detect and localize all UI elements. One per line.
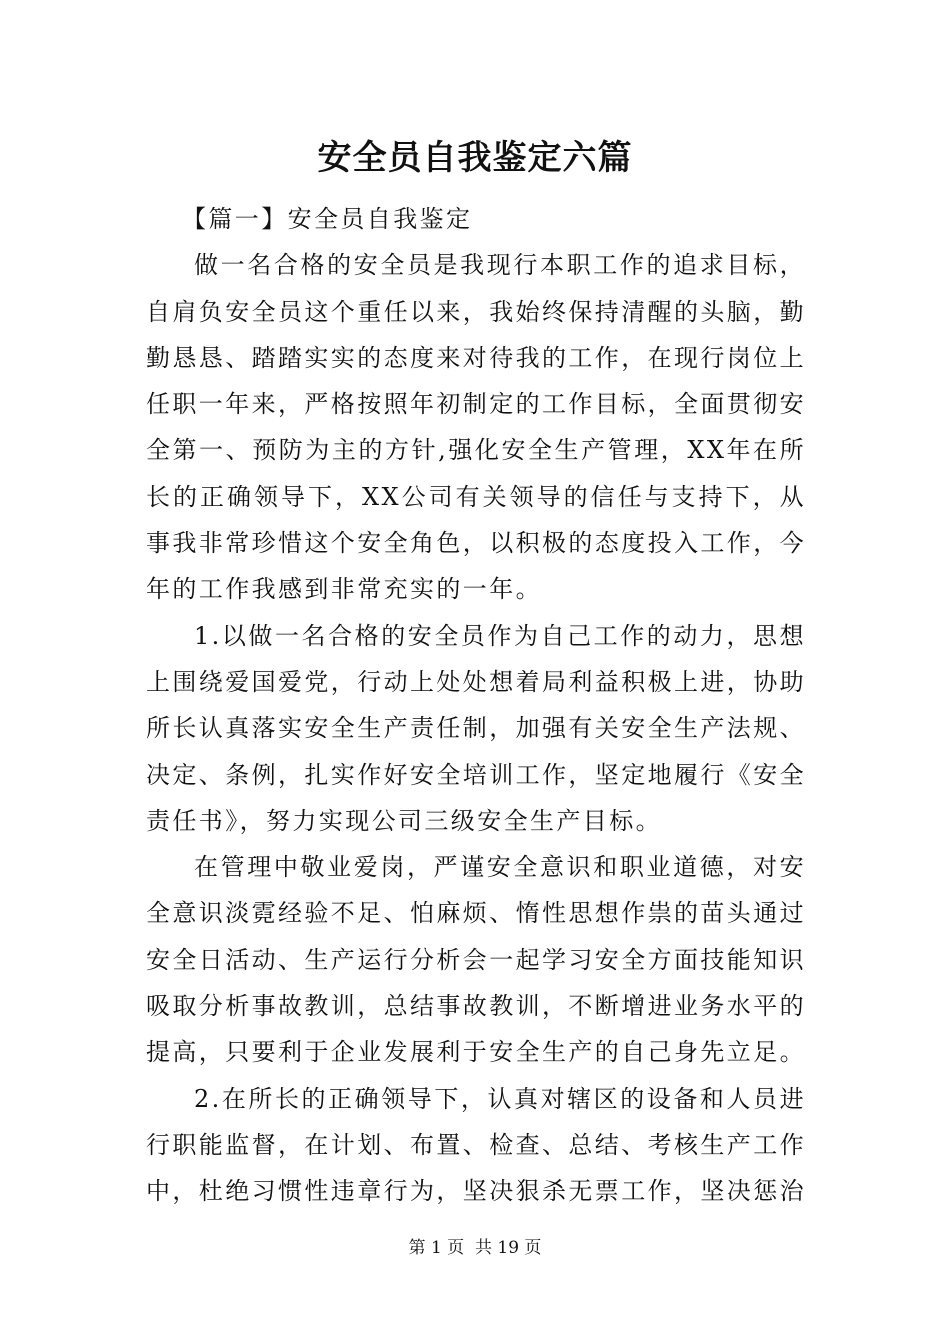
- paragraph-3: 在管理中敬业爱岗，严谨安全意识和职业道德，对安全意识淡霓经验不足、怕麻烦、惰性思想作祟的苗头通过安全日活动、生产运行分析会一起学习安全方面技能知识吸取分析事故教训，总结事故教训，不断增进业务水平的提高，只要利于企业发展利于安全生产的自己身先立足。: [146, 853, 806, 1067]
- page-footer: [0, 1236, 950, 1260]
- document-title: 安全员自我鉴定六篇: [317, 138, 633, 178]
- document-body: [146, 196, 806, 1215]
- page-total: 共 19 页: [474, 1238, 542, 1258]
- paragraph-1: 做一名合格的安全员是我现行本职工作的追求目标，自肩负安全员这个重任以来，我始终保持清醒的头脑，勤勤恳恳、踏踏实实的态度来对待我的工作，在现行岗位上任职一年来，严格按照年初制定的工作目标，全面贯彻安全第一、预防为主的方针,强化安全生产管理，XX年在所长的正确领导下，XX公司有关领导的信任与支持下，从事我非常珍惜这个安全角色，以积极的态度投入工作，今年的工作我感到非常充实的一年。: [146, 251, 806, 604]
- section-heading: 【篇一】安全员自我鉴定: [182, 205, 473, 233]
- paragraph-4: 2.在所长的正确领导下，认真对辖区的设备和人员进行职能监督，在计划、布置、检查、总结、考核生产工作中，杜绝习惯性违章行为，坚决狠杀无票工作，坚决惩治: [146, 1084, 806, 1206]
- page-number: 第 1 页: [408, 1238, 465, 1258]
- paragraph-2: 1.以做一名合格的安全员作为自己工作的动力，思想上围绕爱国爱党，行动上处处想着局利益积极上进，协助所长认真落实安全生产责任制，加强有关安全生产法规、决定、条例，扎实作好安全培训工作，坚定地履行《安全责任书》，努力实现公司三级安全生产目标。: [146, 621, 806, 835]
